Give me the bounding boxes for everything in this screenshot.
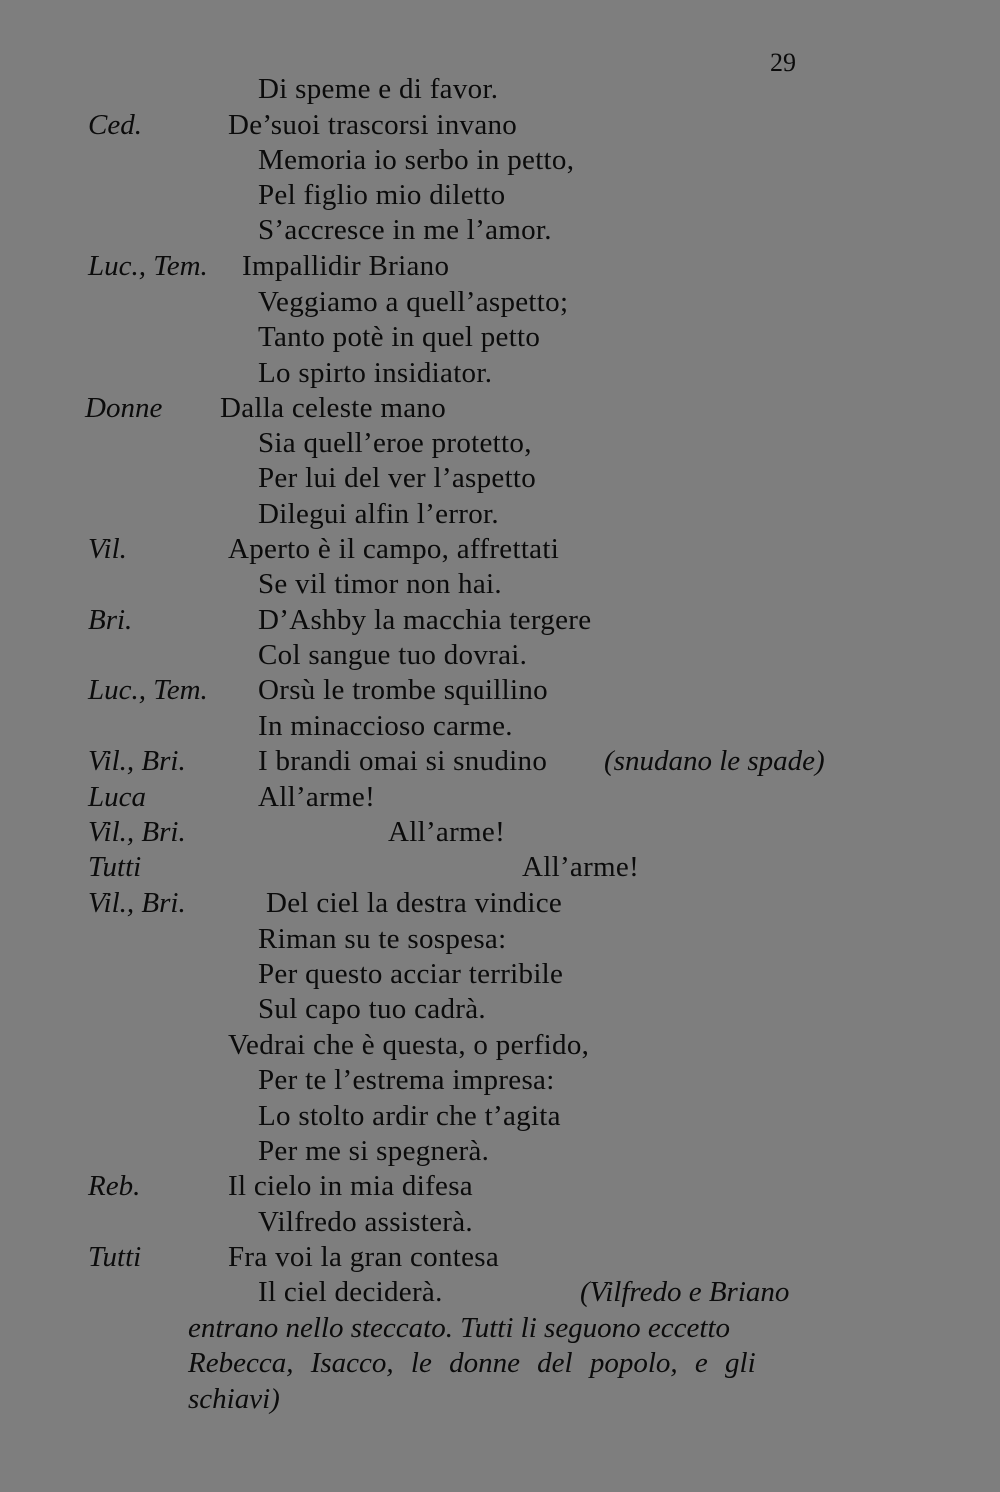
verse-line: All’arme! [388, 816, 506, 848]
verse-line: Dalla celeste mano [220, 392, 447, 424]
verse-line: Vedrai che è questa, o perfido, [228, 1029, 590, 1061]
verse-line: Orsù le trombe squillino [258, 674, 548, 706]
speaker-label: Reb. [88, 1170, 141, 1202]
verse-line: Vilfredo assisterà. [258, 1206, 473, 1238]
verse-line: Fra voi la gran contesa [228, 1241, 500, 1273]
verse-line: Col sangue tuo dovrai. [258, 639, 528, 671]
speaker-label: Vil., Bri. [88, 887, 186, 919]
verse-line: I brandi omai si snudino [258, 745, 548, 777]
stage-direction-inline: (snudano le spade) [604, 745, 825, 777]
verse-line: Dilegui alfin l’error. [258, 498, 499, 530]
speaker-label: Bri. [88, 604, 133, 636]
verse-line: Tanto potè in quel petto [258, 321, 541, 353]
verse-line: Se vil timor non hai. [258, 568, 502, 600]
verse-line: Per te l’estrema impresa: [258, 1064, 555, 1096]
stage-direction-line: (Vilfredo e Briano [580, 1276, 790, 1308]
verse-line: All’arme! [258, 781, 376, 813]
stage-direction-line: Rebecca, Isacco, le donne del popolo, e gli [188, 1347, 756, 1379]
verse-line: Per questo acciar terribile [258, 958, 564, 990]
verse-line: In minaccioso carme. [258, 710, 513, 742]
verse-line: Impallidir Briano [242, 250, 450, 282]
verse-line: Memoria io serbo in petto, [258, 144, 575, 176]
verse-line: Lo spirto insidiator. [258, 357, 493, 389]
verse-line: All’arme! [522, 851, 640, 883]
verse-line: Per lui del ver l’aspetto [258, 462, 537, 494]
verse-line: Del ciel la destra vindice [266, 887, 563, 919]
speaker-label: Vil. [88, 533, 127, 565]
verse-line: S’accresce in me l’amor. [258, 214, 552, 246]
verse-line: Pel figlio mio diletto [258, 179, 506, 211]
page-number: 29 [770, 48, 796, 77]
speaker-label: Vil., Bri. [88, 816, 186, 848]
verse-line: Sia quell’eroe protetto, [258, 427, 532, 459]
speaker-label: Luca [88, 781, 146, 813]
speaker-label: Vil., Bri. [88, 745, 186, 777]
verse-line: Per me si spegnerà. [258, 1135, 490, 1167]
speaker-label: Donne [85, 392, 163, 424]
speaker-label: Ced. [88, 109, 142, 141]
speaker-label: Tutti [88, 1241, 142, 1273]
verse-line: D’Ashby la macchia tergere [258, 604, 592, 636]
speaker-label: Luc., Tem. [88, 250, 208, 282]
verse-line: Sul capo tuo cadrà. [258, 993, 486, 1025]
verse-line: Lo stolto ardir che t’agita [258, 1100, 561, 1132]
verse-line: Di speme e di favor. [258, 73, 499, 105]
stage-direction-line: schiavi) [188, 1383, 280, 1415]
verse-line: Il ciel deciderà. [258, 1276, 443, 1308]
verse-line: Riman su te sospesa: [258, 923, 507, 955]
speaker-label: Tutti [88, 851, 142, 883]
verse-line: Aperto è il campo, affrettati [228, 533, 560, 565]
verse-line: Veggiamo a quell’aspetto; [258, 286, 569, 318]
verse-line: De’suoi trascorsi invano [228, 109, 518, 141]
speaker-label: Luc., Tem. [88, 674, 208, 706]
verse-line: Il cielo in mia difesa [228, 1170, 473, 1202]
stage-direction-line: entrano nello steccato. Tutti li seguono eccetto [188, 1312, 731, 1344]
